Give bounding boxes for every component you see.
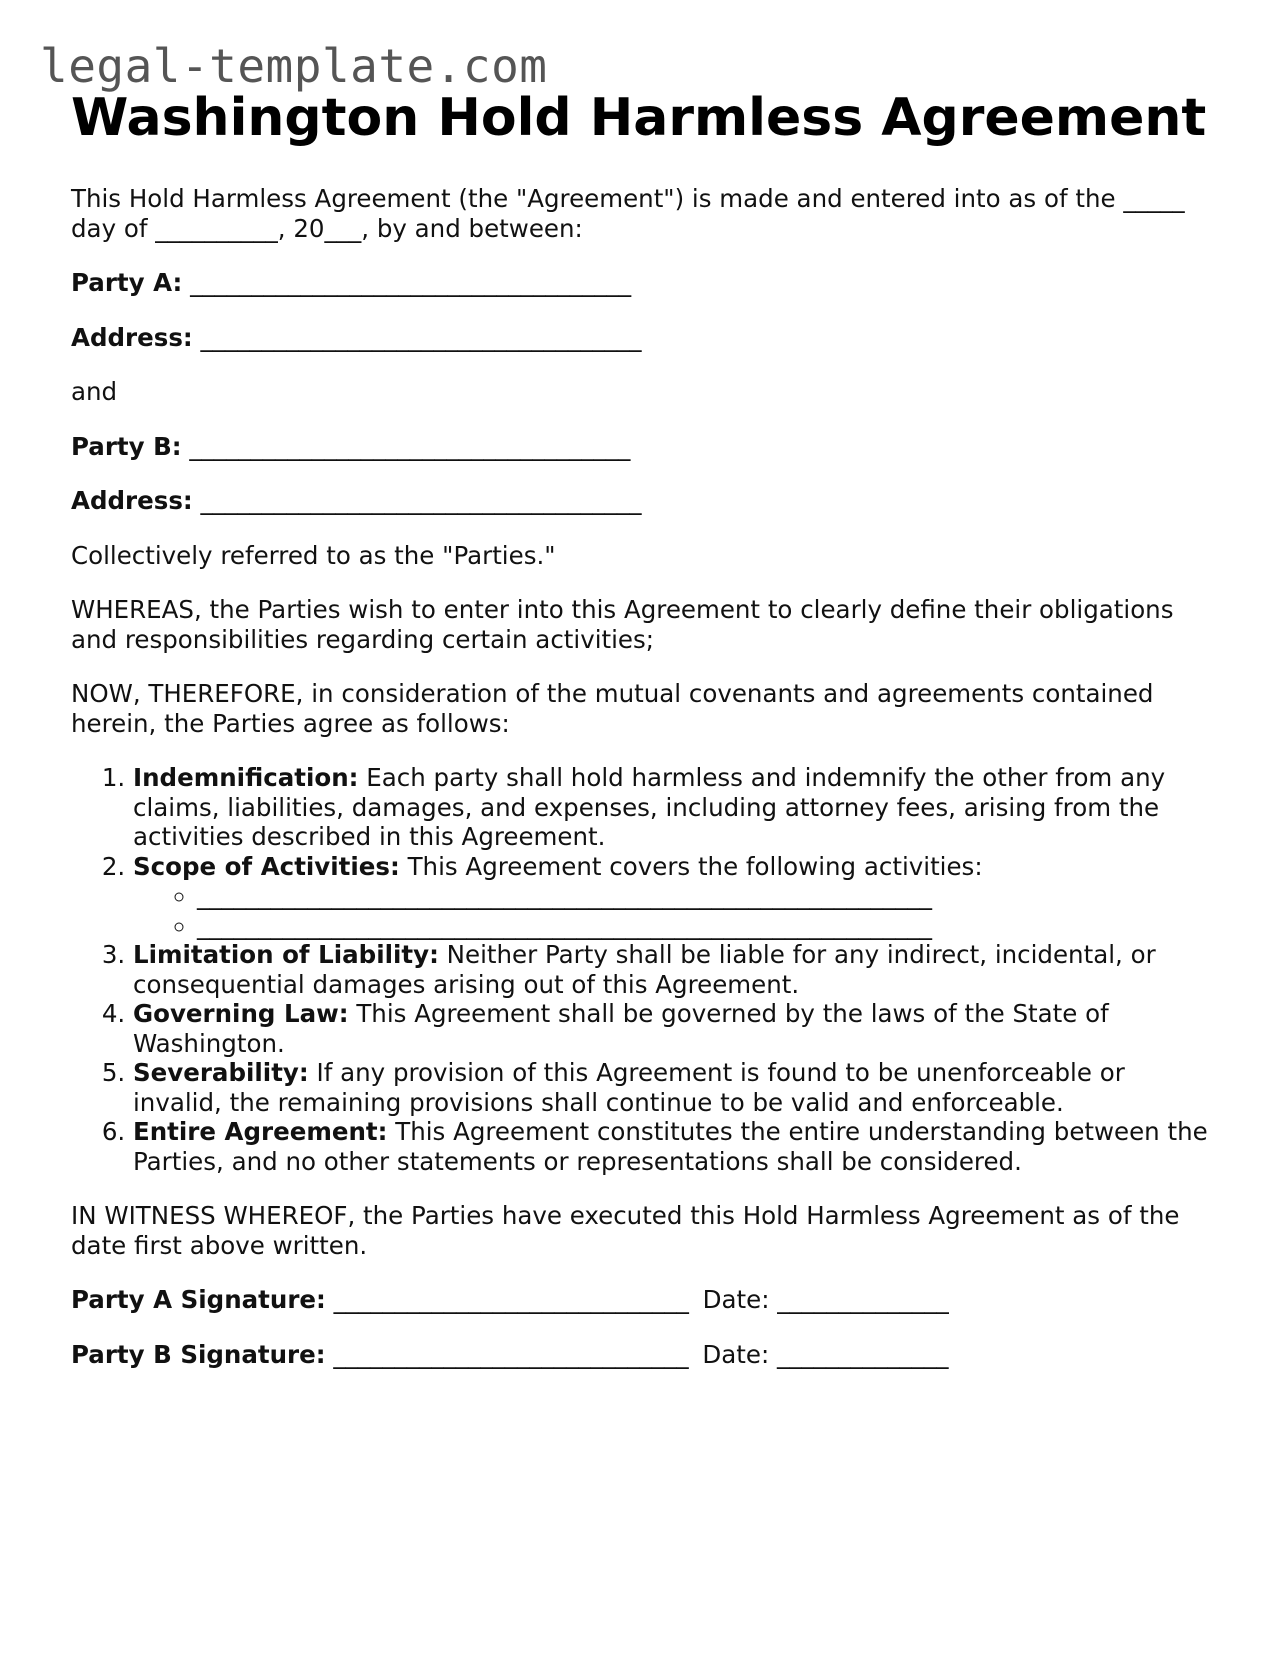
party-b-label: Party B: — [71, 431, 182, 461]
term-entire-agreement — [133, 1117, 1221, 1176]
date-label: Date: — [702, 1339, 770, 1369]
now-therefore-paragraph: NOW, THEREFORE, in consideration of the mutual covenants and agreements contained herein, the Parties agree as follows: — [71, 679, 1154, 738]
signature-blank: _____________________________ — [333, 1285, 689, 1314]
term-title: Entire Agreement: — [133, 1117, 388, 1146]
date-blank: ______________ — [777, 1339, 949, 1369]
whereas-paragraph: WHEREAS, the Parties wish to enter into this Agreement to clearly define their obligations and responsibilities regarding certain activities; — [71, 595, 1174, 654]
party-a-address-label: Address: — [71, 322, 193, 352]
term-title: Scope of Activities: — [133, 851, 400, 881]
activities-list — [133, 881, 1221, 940]
document-page — [71, 86, 1221, 1394]
term-severability — [133, 1058, 1221, 1117]
term-scope-of-activities — [133, 852, 1221, 941]
party-a-address-field — [71, 323, 1221, 353]
witness-paragraph: IN WITNESS WHEREOF, the Parties have executed this Hold Harmless Agreement as of the date first above written. — [71, 1201, 1180, 1260]
term-governing-law — [133, 999, 1221, 1058]
activity-blank: ◦ ____________________________________________________________ — [197, 881, 1221, 911]
party-a-label: Party A: — [71, 268, 183, 297]
party-a-signature-row — [71, 1285, 1221, 1315]
term-text: Each party shall hold harmless and indemnify the other from any claims, liabilities, damages, and expenses, including attorney fees, arising from the activities described in this Agreement. — [133, 763, 1166, 851]
watermark-text: legal-template.com — [40, 39, 548, 93]
term-text: This Agreement constitutes the entire understanding between the Parties, and no other statements or representations shall be considered. — [133, 1117, 1208, 1176]
collectively-paragraph: Collectively referred to as the "Parties." — [71, 540, 556, 570]
signature-blank: _____________________________ — [333, 1339, 689, 1369]
document-title: Washington Hold Harmless Agreement — [71, 88, 1207, 148]
activity-blank: ◦ ____________________________________________________________ — [197, 911, 1221, 941]
party-b-address-blank: ____________________________________ — [200, 486, 642, 515]
date-label: Date: — [702, 1285, 770, 1314]
party-b-field — [71, 432, 1221, 462]
term-indemnification — [133, 763, 1221, 852]
party-b-address-label: Address: — [71, 486, 193, 515]
party-a-blank: ____________________________________ — [190, 268, 632, 297]
term-title: Governing Law: — [133, 999, 349, 1028]
signature-label: Party A Signature: — [71, 1285, 326, 1314]
terms-list — [71, 763, 1221, 1176]
party-a-address-blank: ____________________________________ — [200, 322, 642, 352]
term-limitation-of-liability — [133, 940, 1221, 999]
party-b-signature-row — [71, 1340, 1221, 1370]
term-text: This Agreement shall be governed by the laws of the State of Washington. — [133, 999, 1109, 1058]
party-a-field — [71, 268, 1221, 298]
term-title: Limitation of Liability: — [133, 940, 439, 969]
party-b-address-field — [71, 486, 1221, 516]
and-text: and — [71, 377, 118, 406]
intro-paragraph: This Hold Harmless Agreement (the "Agreement") is made and entered into as of the _____ day of __________, 20___, by and between: — [71, 184, 1185, 243]
term-text: Neither Party shall be liable for any indirect, incidental, or consequential damages arising out of this Agreement. — [133, 940, 1156, 999]
party-b-blank: ____________________________________ — [189, 431, 631, 461]
date-blank: ______________ — [777, 1285, 949, 1314]
term-title: Indemnification: — [133, 763, 359, 792]
signature-label: Party B Signature: — [71, 1339, 326, 1369]
term-title: Severability: — [133, 1058, 309, 1087]
term-text: If any provision of this Agreement is found to be unenforceable or invalid, the remaining provisions shall continue to be valid and enforceable. — [133, 1058, 1125, 1117]
term-text: This Agreement covers the following activities: — [407, 851, 983, 881]
